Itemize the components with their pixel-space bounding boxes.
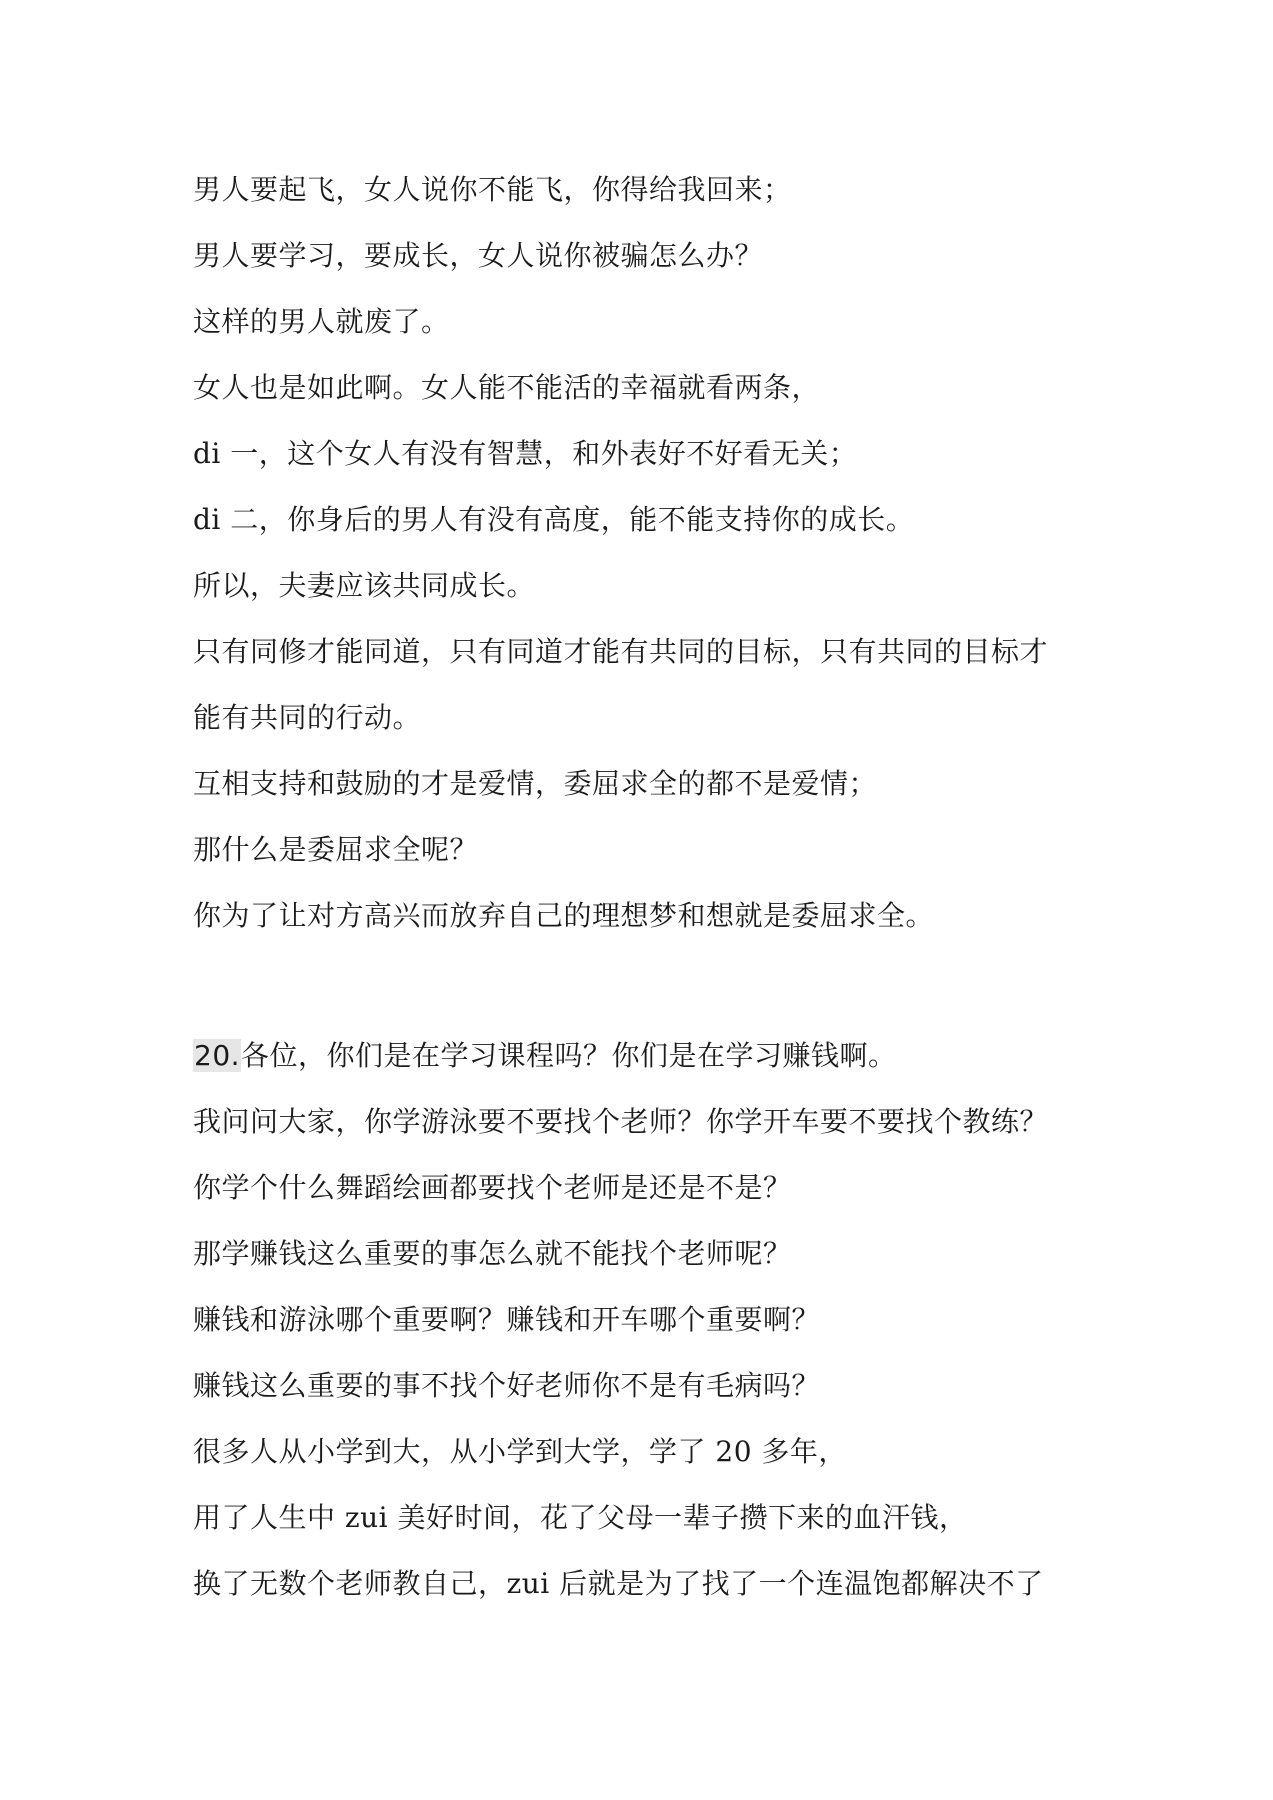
text-line: 男人要学习，要成长，女人说你被骗怎么办？: [193, 239, 764, 272]
text-line: 你学个什么舞蹈绘画都要找个老师是还是不是？: [193, 1171, 792, 1204]
text-line: 男人要起飞，女人说你不能飞，你得给我回来；: [193, 173, 792, 206]
text-line: 能有共同的行动。: [193, 701, 422, 734]
text-line: 所以，夫妻应该共同成长。: [193, 569, 536, 602]
text-line: di 一，这个女人有没有智慧，和外表好不好看无关；: [193, 437, 858, 470]
section-number: 20.: [194, 1039, 241, 1072]
text-line: 你为了让对方高兴而放弃自己的理想梦和想就是委屈求全。: [193, 899, 935, 932]
section-first-line: 各位，你们是在学习课程吗？你们是在学习赚钱啊。: [241, 1039, 897, 1072]
text-line: di 二，你身后的男人有没有高度，能不能支持你的成长。: [193, 503, 915, 536]
text-line: 用了人生中 zui 美好时间，花了父母一辈子攒下来的血汗钱，: [193, 1501, 968, 1534]
text-line: 只有同修才能同道，只有同道才能有共同的目标，只有共同的目标才: [193, 635, 1049, 668]
text-line: 那什么是委屈求全呢？: [193, 833, 479, 866]
text-line: 互相支持和鼓励的才是爱情，委屈求全的都不是爱情；: [193, 767, 878, 800]
text-line: 很多人从小学到大，从小学到大学，学了 20 多年，: [193, 1435, 847, 1468]
text-line: 女人也是如此啊。女人能不能活的幸福就看两条，: [193, 371, 821, 404]
text-line: 我问问大家，你学游泳要不要找个老师？你学开车要不要找个教练？: [193, 1105, 1049, 1138]
text-line: 这样的男人就废了。: [193, 305, 450, 338]
section-heading: [193, 1038, 1093, 1074]
text-line: 那学赚钱这么重要的事怎么就不能找个老师呢？: [193, 1237, 792, 1270]
text-line: 换了无数个老师教自己，zui 后就是为了找了一个连温饱都解决不了: [193, 1567, 1044, 1600]
text-line: 赚钱这么重要的事不找个好老师你不是有毛病吗？: [193, 1369, 821, 1402]
text-line: 赚钱和游泳哪个重要啊？赚钱和开车哪个重要啊？: [193, 1303, 821, 1336]
